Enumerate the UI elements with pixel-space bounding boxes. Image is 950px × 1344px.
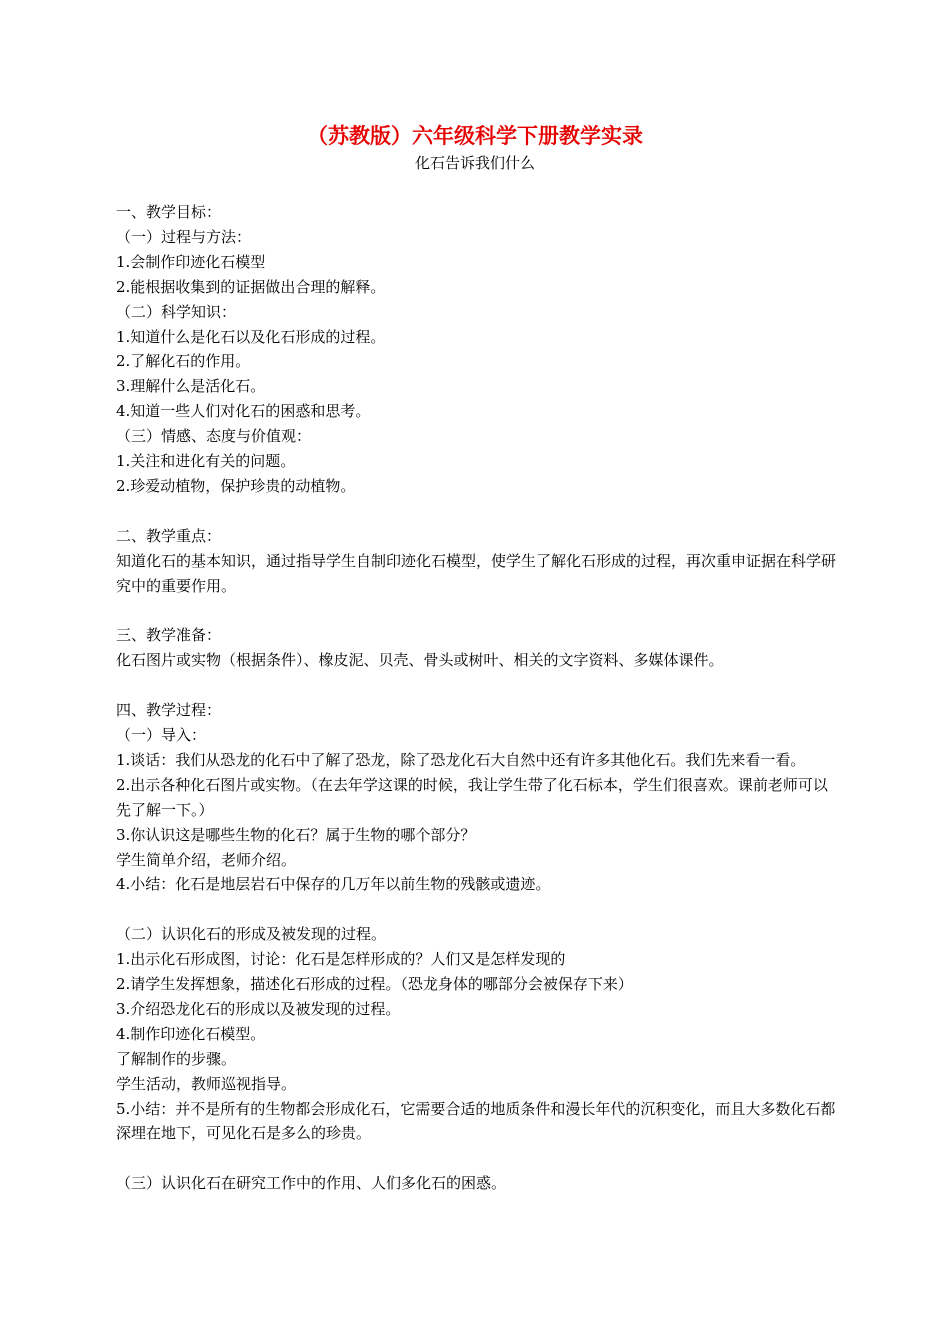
list-item: 2.请学生发挥想象，描述化石形成的过程。（恐龙身体的哪部分会被保存下来） bbox=[116, 975, 633, 994]
list-item: 4.制作印迹化石模型。 bbox=[116, 1024, 266, 1043]
list-item: 5.小结：并不是所有的生物都会形成化石，它需要合适的地质条件和漫长年代的沉积变化，而且大多数化石都深埋在地下，可见化石是多么的珍贵。 bbox=[116, 1099, 836, 1143]
paragraph-prep: 化石图片或实物（根据条件）、橡皮泥、贝壳、骨头或树叶、相关的文字资料、多媒体课件。 bbox=[116, 651, 724, 670]
document-body bbox=[116, 200, 838, 1196]
paragraph-focus: 知道化石的基本知识，通过指导学生自制印迹化石模型，使学生了解化石形成的过程，再次重申证据在科学研究中的重要作用。 bbox=[116, 551, 837, 595]
spacer bbox=[116, 499, 838, 524]
list-item: 3.理解什么是活化石。 bbox=[116, 377, 266, 396]
document-subtitle: 化石告诉我们什么 bbox=[414, 154, 535, 172]
list-item: 学生活动，教师巡视指导。 bbox=[116, 1074, 297, 1093]
subheading-research-role: （三）认识化石在研究工作中的作用、人们多化石的困惑。 bbox=[116, 1174, 507, 1193]
spacer bbox=[116, 673, 838, 698]
subheading-process-method: （一）过程与方法： bbox=[116, 227, 252, 246]
list-item: 了解制作的步骤。 bbox=[116, 1049, 237, 1068]
subheading-formation: （二）认识化石的形成及被发现的过程。 bbox=[116, 925, 387, 944]
document-title: （苏教版）六年级科学下册教学实录 bbox=[307, 123, 643, 148]
list-item: 3.介绍恐龙化石的形成以及被发现的过程。 bbox=[116, 999, 401, 1018]
list-item: 4.小结：化石是地层岩石中保存的几万年以前生物的残骸或遗迹。 bbox=[116, 875, 551, 894]
subheading-science-knowledge: （二）科学知识： bbox=[116, 302, 237, 321]
spacer bbox=[116, 598, 838, 623]
subheading-intro: （一）导入： bbox=[116, 725, 207, 744]
section-heading-process: 四、教学过程： bbox=[116, 701, 222, 720]
list-item: 1.会制作印迹化石模型 bbox=[116, 252, 266, 271]
section-heading-goals: 一、教学目标： bbox=[116, 203, 222, 221]
list-item: 2.珍爱动植物，保护珍贵的动植物。 bbox=[116, 476, 356, 495]
list-item: 1.出示化石形成图，讨论：化石是怎样形成的？人们又是怎样发现的 bbox=[116, 950, 566, 969]
list-item: 1.谈话：我们从恐龙的化石中了解了恐龙，除了恐龙化石大自然中还有许多其他化石。我们先来看一看。 bbox=[116, 750, 806, 769]
list-item: 学生简单介绍，老师介绍。 bbox=[116, 850, 297, 869]
list-item: 1.关注和进化有关的问题。 bbox=[116, 452, 296, 471]
list-item: 2.能根据收集到的证据做出合理的解释。 bbox=[116, 277, 386, 296]
spacer bbox=[116, 1146, 838, 1171]
section-heading-focus: 二、教学重点： bbox=[116, 526, 222, 545]
list-item: 4.知道一些人们对化石的困惑和思考。 bbox=[116, 402, 371, 421]
spacer bbox=[116, 897, 838, 922]
list-item: 1.知道什么是化石以及化石形成的过程。 bbox=[116, 327, 386, 346]
list-item: 2.了解化石的作用。 bbox=[116, 352, 251, 371]
list-item: 2.出示各种化石图片或实物。（在去年学这课的时候，我让学生带了化石标本，学生们很喜欢。课前老师可以先了解一下。） bbox=[116, 775, 828, 819]
list-item: 3.你认识这是哪些生物的化石？属于生物的哪个部分？ bbox=[116, 825, 476, 844]
subheading-attitude-values: （三）情感、态度与价值观： bbox=[116, 427, 312, 446]
section-heading-prep: 三、教学准备： bbox=[116, 626, 222, 645]
